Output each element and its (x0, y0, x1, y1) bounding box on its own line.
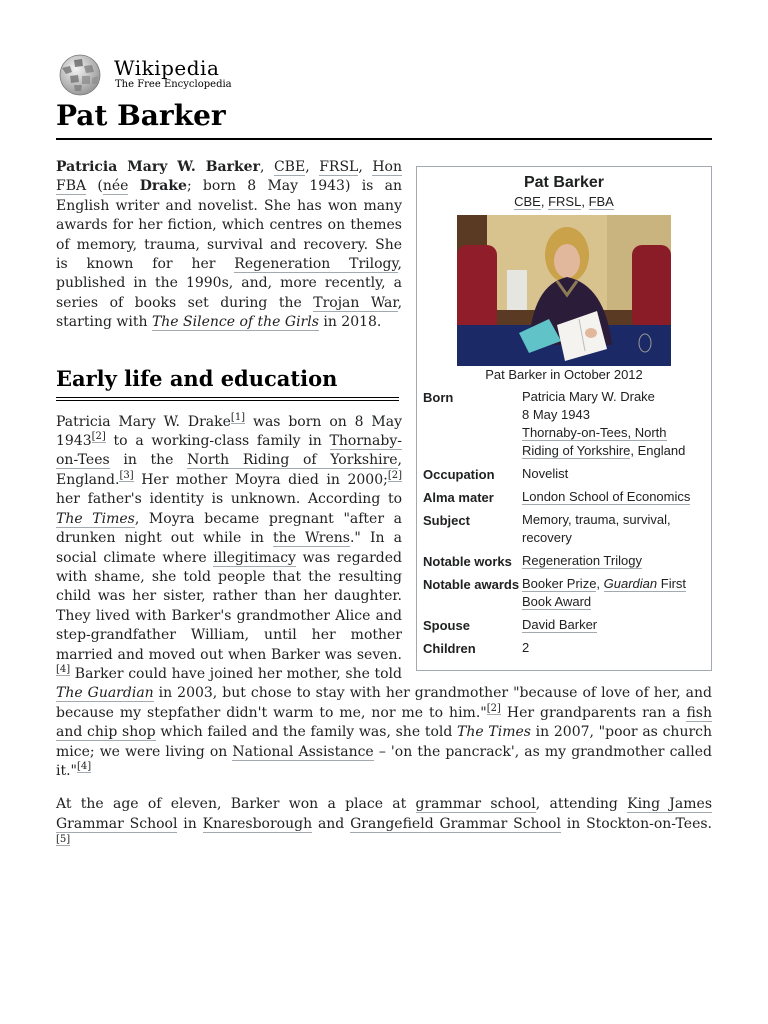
link-frsl[interactable]: FRSL (319, 159, 359, 175)
born-name: Patricia Mary W. Drake (522, 389, 655, 404)
text: Her mother Moyra died in 2000; (133, 471, 388, 488)
infobox-label: Spouse (423, 618, 470, 633)
citation[interactable] (388, 470, 402, 482)
portrait-photo[interactable] (457, 215, 671, 366)
maiden-name: Drake (139, 178, 187, 195)
text: , attending (535, 796, 628, 813)
publication-name: The Times (56, 510, 135, 527)
citation-link[interactable]: [4] (56, 664, 71, 676)
text: At the age of eleven, Barker won a place at (56, 796, 416, 813)
citation[interactable] (56, 834, 70, 846)
text: in 2018. (318, 314, 382, 331)
citation-link[interactable]: [1] (230, 412, 246, 423)
text: which failed and the family was, she told (155, 724, 458, 741)
text: in the (109, 452, 188, 469)
link-lse[interactable]: London School of Economics (522, 489, 691, 504)
text: to a working-class family in (105, 433, 330, 450)
infobox-value (522, 488, 705, 506)
text: – 'on the pancrack', as my grandmother called it." (56, 743, 712, 779)
text: in 2003, but chose to stay with her grandmother "because of love of her, and because my stepfather didn't warm to me, nor me to him." (56, 685, 712, 721)
infobox-row-works (423, 552, 705, 570)
infobox-row-subject (423, 511, 705, 547)
text: Her grandparents ran a (500, 704, 687, 721)
link-born-place[interactable]: Thornaby-on-Tees, North Riding of Yorkshire (522, 425, 667, 458)
infobox-label: Subject (423, 513, 470, 528)
infobox-value: Memory, trauma, survival, recovery (522, 512, 671, 545)
infobox-value (522, 552, 705, 570)
text: was regarded with shame, she told people that the resulting child was her sister, rather than her daughter. They lived with Barker's grandmother Alice and step-grandfather William, until her mother married and moved out when Barker was seven. (56, 549, 402, 663)
link-grangefield-grammar-school[interactable]: Grangefield Grammar School (350, 815, 561, 832)
text: Barker could have joined her mother, she told (70, 665, 402, 682)
link-silence-of-the-girls[interactable] (152, 314, 319, 331)
infobox-row-children (423, 639, 705, 657)
subject-name: Patricia Mary W. Barker (56, 159, 260, 175)
link-fba[interactable]: FBA (588, 194, 614, 209)
citation[interactable] (92, 431, 106, 443)
intro-paragraph: Patricia Mary W. Barker, CBE, FRSL, Hon FBA (née Drake; born 8 May 1943) is an English writer and novelist. She has won many awards for her fiction, which centres on themes of memory, trauma, survival and recovery. She is known for her Regeneration Trilogy, published in the 1990s, and, more recently, a series of books set during the Trojan War, starting with The Silence of the Girls in 2018. (56, 159, 403, 331)
link-fish-and-chip-shop[interactable]: fish and chip shop (56, 704, 713, 741)
link-illegitimacy[interactable]: illegitimacy (213, 549, 296, 566)
link-cbe[interactable]: CBE (273, 159, 306, 175)
text: ." In a social climate where (56, 530, 402, 566)
born-date: 8 May 1943 (522, 407, 590, 422)
citation-link[interactable]: [2] (486, 703, 501, 715)
infobox-postnominals: CBE, FRSL, FBA (514, 194, 614, 209)
wikipedia-wordmark: Wikipedia (114, 56, 220, 80)
infobox-value: 2 (522, 640, 530, 655)
infobox-row-occupation (423, 465, 705, 483)
citation-link[interactable]: [2] (91, 431, 106, 443)
infobox-label: Notable works (423, 554, 512, 569)
infobox-value: Booker Prize, Guardian First Book Award (522, 576, 687, 609)
link-thornaby[interactable]: Thornaby-on-Tees (56, 433, 402, 469)
link-hon-fba[interactable]: Hon FBA (56, 159, 402, 195)
link-booker-prize[interactable]: Booker Prize (522, 576, 597, 591)
citation[interactable] (487, 703, 501, 715)
link-frsl[interactable]: FRSL (548, 194, 582, 209)
infobox-value (522, 616, 705, 634)
text: was born on 8 May 1943 (56, 413, 402, 450)
link-north-riding[interactable]: North Riding of Yorkshire (187, 452, 398, 469)
citation[interactable] (77, 761, 91, 773)
citation[interactable] (119, 470, 133, 482)
link-national-assistance[interactable]: National Assistance (232, 743, 374, 760)
book-title: The Silence of the Girls (151, 314, 319, 331)
infobox-title: Pat Barker (523, 174, 605, 191)
award-rest: First Book Award (522, 576, 687, 609)
link-the-wrens[interactable]: the Wrens (272, 530, 350, 547)
text: , starting with (56, 294, 403, 331)
link-regeneration-trilogy[interactable]: Regeneration Trilogy (522, 553, 642, 568)
infobox-label: Children (423, 641, 476, 656)
photo-caption: Pat Barker in October 2012 (485, 367, 643, 382)
infobox-row-alma-mater (423, 488, 705, 506)
text: , England. (56, 452, 402, 488)
infobox-value (522, 388, 705, 460)
infobox-label: Notable awards (423, 577, 520, 592)
guardian-italic: Guardian (603, 576, 658, 591)
infobox-row-born (423, 388, 705, 460)
publication-name: The Times (457, 724, 531, 741)
link-the-times[interactable] (56, 511, 135, 528)
citation[interactable] (231, 412, 245, 424)
link-regeneration-trilogy[interactable]: Regeneration Trilogy (234, 256, 398, 273)
page-title: Pat Barker (56, 98, 712, 140)
link-cbe[interactable]: CBE (514, 194, 541, 209)
text: in Stockton-on-Tees. (560, 815, 712, 832)
born-place (522, 424, 705, 460)
link-grammar-school[interactable]: grammar school (415, 796, 536, 813)
citation-link[interactable]: [4] (77, 761, 92, 773)
link-trojan-war[interactable]: Trojan War (313, 294, 398, 311)
citation-link[interactable]: [5] (56, 833, 71, 845)
wikipedia-logo[interactable] (56, 52, 712, 96)
infobox-row-spouse (423, 616, 705, 634)
infobox-row-awards (423, 575, 705, 611)
text: ; born 8 May 1943) is an English writer and novelist. She has won many awards for her fiction, which centres on themes of memory, trauma, survival and recovery. She is known for her (56, 178, 402, 273)
citation-link[interactable]: [3] (119, 470, 134, 482)
infobox-value: Novelist (522, 466, 569, 481)
text: Patricia Mary W. Drake (56, 413, 231, 430)
publication-name: The Guardian (56, 685, 154, 702)
text: her father's identity is unknown. According to (56, 491, 402, 508)
early-life-paragraph-2 (56, 795, 712, 853)
citation-link[interactable]: [2] (387, 470, 402, 482)
text: , published in the 1990s, and, more recently, a series of books set during the (56, 256, 402, 311)
text: and (312, 815, 351, 832)
link-knaresborough[interactable]: Knaresborough (202, 815, 313, 832)
wikipedia-globe-icon (56, 54, 104, 96)
text: in 2007, "poor as church mice; we were living on (56, 724, 713, 760)
link-nee[interactable]: née (102, 178, 129, 195)
article-page (56, 52, 712, 868)
born-place-rest: , England (630, 443, 686, 458)
infobox-label: Born (423, 390, 454, 405)
section-heading-early-life: Early life and education (56, 365, 399, 401)
infobox (416, 166, 712, 671)
infobox-label: Alma mater (423, 490, 494, 505)
link-david-barker[interactable]: David Barker (522, 617, 598, 632)
link-king-james-grammar-school[interactable]: King James Grammar School (56, 796, 713, 832)
link-the-guardian[interactable] (56, 685, 154, 702)
text: , Moyra became pregnant "after a drunken night out while in (56, 510, 403, 547)
infobox-label: Occupation (423, 467, 495, 482)
text: in (177, 815, 203, 832)
citation[interactable] (56, 664, 70, 676)
wikipedia-tagline: The Free Encyclopedia (115, 79, 232, 90)
